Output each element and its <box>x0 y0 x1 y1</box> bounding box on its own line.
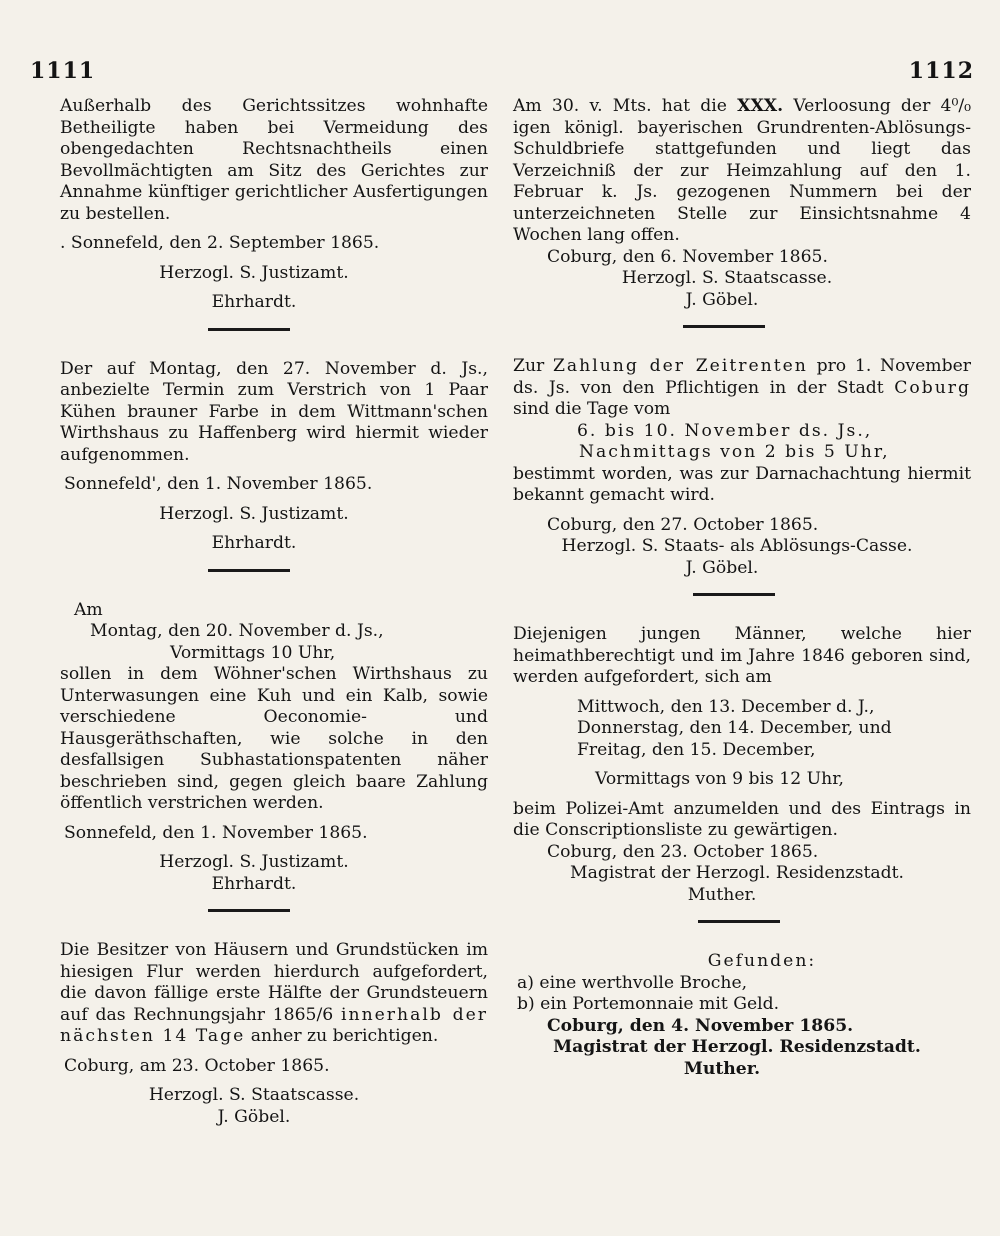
notice-text-spaced: Zahlung der Zeitrenten <box>552 356 808 376</box>
notice-heading: Gefunden: <box>707 951 817 971</box>
notice-text: pro 1. November ds. Js. von den Pflichtigen in der Stadt <box>513 356 971 398</box>
notice-office: Herzogl. S. Justizamt. <box>159 852 349 872</box>
notice-office: Herzogl. S. Staatscasse. <box>148 1085 360 1105</box>
notice-line-am: Am <box>74 599 103 620</box>
notice-signer: Muther. <box>683 1058 761 1079</box>
notice-date: Sonnefeld, den 1. November 1865. <box>64 822 368 843</box>
notice-line-time: Nachmittags von 2 bis 5 Uhr, <box>579 442 890 462</box>
notice-right-3 <box>513 624 971 906</box>
notice-text: anher zu berichtigen. <box>250 1026 439 1046</box>
notice-body: bestimmt worden, was zur Darnachachtung hiermit bekannt gemacht wird. <box>513 463 971 505</box>
right-column <box>513 96 971 1080</box>
notice-date: Coburg, den 4. November 1865. <box>547 1015 854 1036</box>
notice-line-time: Vormittags 10 Uhr, <box>170 642 336 663</box>
notice-office: Herzogl. S. Staatscasse. <box>621 268 833 288</box>
notice-day: Mittwoch, den 13. December d. J., <box>577 696 875 717</box>
notice-right-1 <box>513 96 971 311</box>
notice-office: Herzogl. S. Justizamt. <box>159 503 349 524</box>
notice-text: Zur <box>513 356 545 376</box>
notice-date: Sonnefeld', den 1. November 1865. <box>64 474 373 494</box>
notice-text-bold: XXX. <box>737 96 784 116</box>
notice-signer: J. Göbel. <box>685 289 759 310</box>
notice-body: Diejenigen jungen Männer, welche hier heimathberechtigt und im Jahre 1846 geboren sind, werden aufgefordert, sich am <box>513 624 971 687</box>
notice-date: Coburg, den 6. November 1865. <box>547 246 828 267</box>
notice-right-2 <box>513 356 971 579</box>
notice-day: Freitag, den 15. December, <box>577 739 816 760</box>
page-number-right: 1112 <box>908 58 974 84</box>
notice-date: Coburg, den 23. October 1865. <box>547 841 819 862</box>
notice-date: Coburg, am 23. October 1865. <box>64 1055 330 1076</box>
notice-text-spaced: innerhalb der nächsten 14 Tage <box>60 1004 488 1046</box>
notice-date: . Sonnefeld, den 2. September 1865. <box>60 233 380 253</box>
notice-text-spaced: Coburg <box>894 377 971 398</box>
notice-office: Herzogl. S. Staats- als Ablösungs-Casse. <box>561 536 913 556</box>
notice-signer: J. Göbel. <box>685 557 759 578</box>
notice-time: Vormittags von 9 bis 12 Uhr, <box>595 769 844 789</box>
notice-left-4 <box>60 940 488 1128</box>
notice-left-1 <box>60 96 488 314</box>
notice-left-2 <box>60 359 488 555</box>
list-item: b) ein Portemonnaie mit Geld. <box>517 994 780 1014</box>
list-item: a) eine werthvolle Broche, <box>517 972 748 993</box>
notice-body: Außerhalb des Gerichtssitzes wohnhafte Betheiligte haben bei Vermeidung des obengedachten Rechtsnachtheils einen Bevollmächtigten am Sitz des Gerichtes zur Annahme künftiger gerichtlicher Ausfertigungen zu bestellen. <box>60 96 488 224</box>
notice-left-3 <box>60 600 488 896</box>
notice-signer: Muther. <box>687 884 757 905</box>
notice-body: Der auf Montag, den 27. November d. Js., anbezielte Termin zum Verstrich von 1 Paar Kühen brauner Farbe in dem Wittmann'schen Wirthshaus zu Haffenberg wird hiermit wieder aufgenommen. <box>60 358 488 465</box>
notice-office: Magistrat der Herzogl. Residenzstadt. <box>553 1037 921 1057</box>
notice-body: beim Polizei-Amt anzumelden und des Eintrags in die Conscriptionsliste zu gewärtigen. <box>513 798 971 840</box>
notice-body <box>513 356 971 421</box>
notice-office: Herzogl. S. Justizamt. <box>159 262 349 283</box>
notice-text: Verloosung der 4⁰/₀ igen königl. bayerischen Grundrenten-Ablösungs-Schuldbriefe stattgefunden und liegt das Verzeichniß der zur Heimzahlung auf den 1. Februar k. Js. gezogenen Nummern bei der unterzeichneten Stelle zur Einsichtsnahme 4 Wochen lang offen. <box>513 96 972 245</box>
notice-body: sollen in dem Wöhner'schen Wirthshaus zu Unterwasungen eine Kuh und ein Kalb, sowie verschiedene Oeconomie- und Hausgeräthschaften, wie solche in den desfallsigen Subhastationspatenten näher beschrieben sind, gegen gleich baare Zahlung öffentlich verstrichen werden. <box>60 664 488 813</box>
notice-text: sind die Tage vom <box>513 399 671 419</box>
notice-text: Am 30. v. Mts. hat die <box>513 96 727 116</box>
notice-signer: Ehrhardt. <box>211 292 297 312</box>
notice-line-dates: 6. bis 10. November ds. Js., <box>577 420 873 441</box>
notice-right-4 <box>513 951 971 1080</box>
notice-signer: Ehrhardt. <box>211 533 297 553</box>
notice-date: Coburg, den 27. October 1865. <box>547 514 819 535</box>
page-number-left: 1111 <box>30 58 96 84</box>
notice-signer: Ehrhardt. <box>211 873 297 894</box>
notice-body <box>513 96 971 247</box>
notice-line-date: Montag, den 20. November d. Js., <box>90 621 384 641</box>
left-column <box>60 96 488 1128</box>
notice-body <box>60 940 488 1048</box>
notice-signer: J. Göbel. <box>217 1106 291 1127</box>
notice-text: Die Besitzer von Häusern und Grundstücken im hiesigen Flur werden hierdurch aufgefordert, die davon fällige erste Hälfte der Grundsteuern auf das Rechnungsjahr 1865/6 <box>60 940 488 1025</box>
notice-day: Donnerstag, den 14. December, und <box>577 718 892 738</box>
notice-office: Magistrat der Herzogl. Residenzstadt. <box>569 863 905 883</box>
